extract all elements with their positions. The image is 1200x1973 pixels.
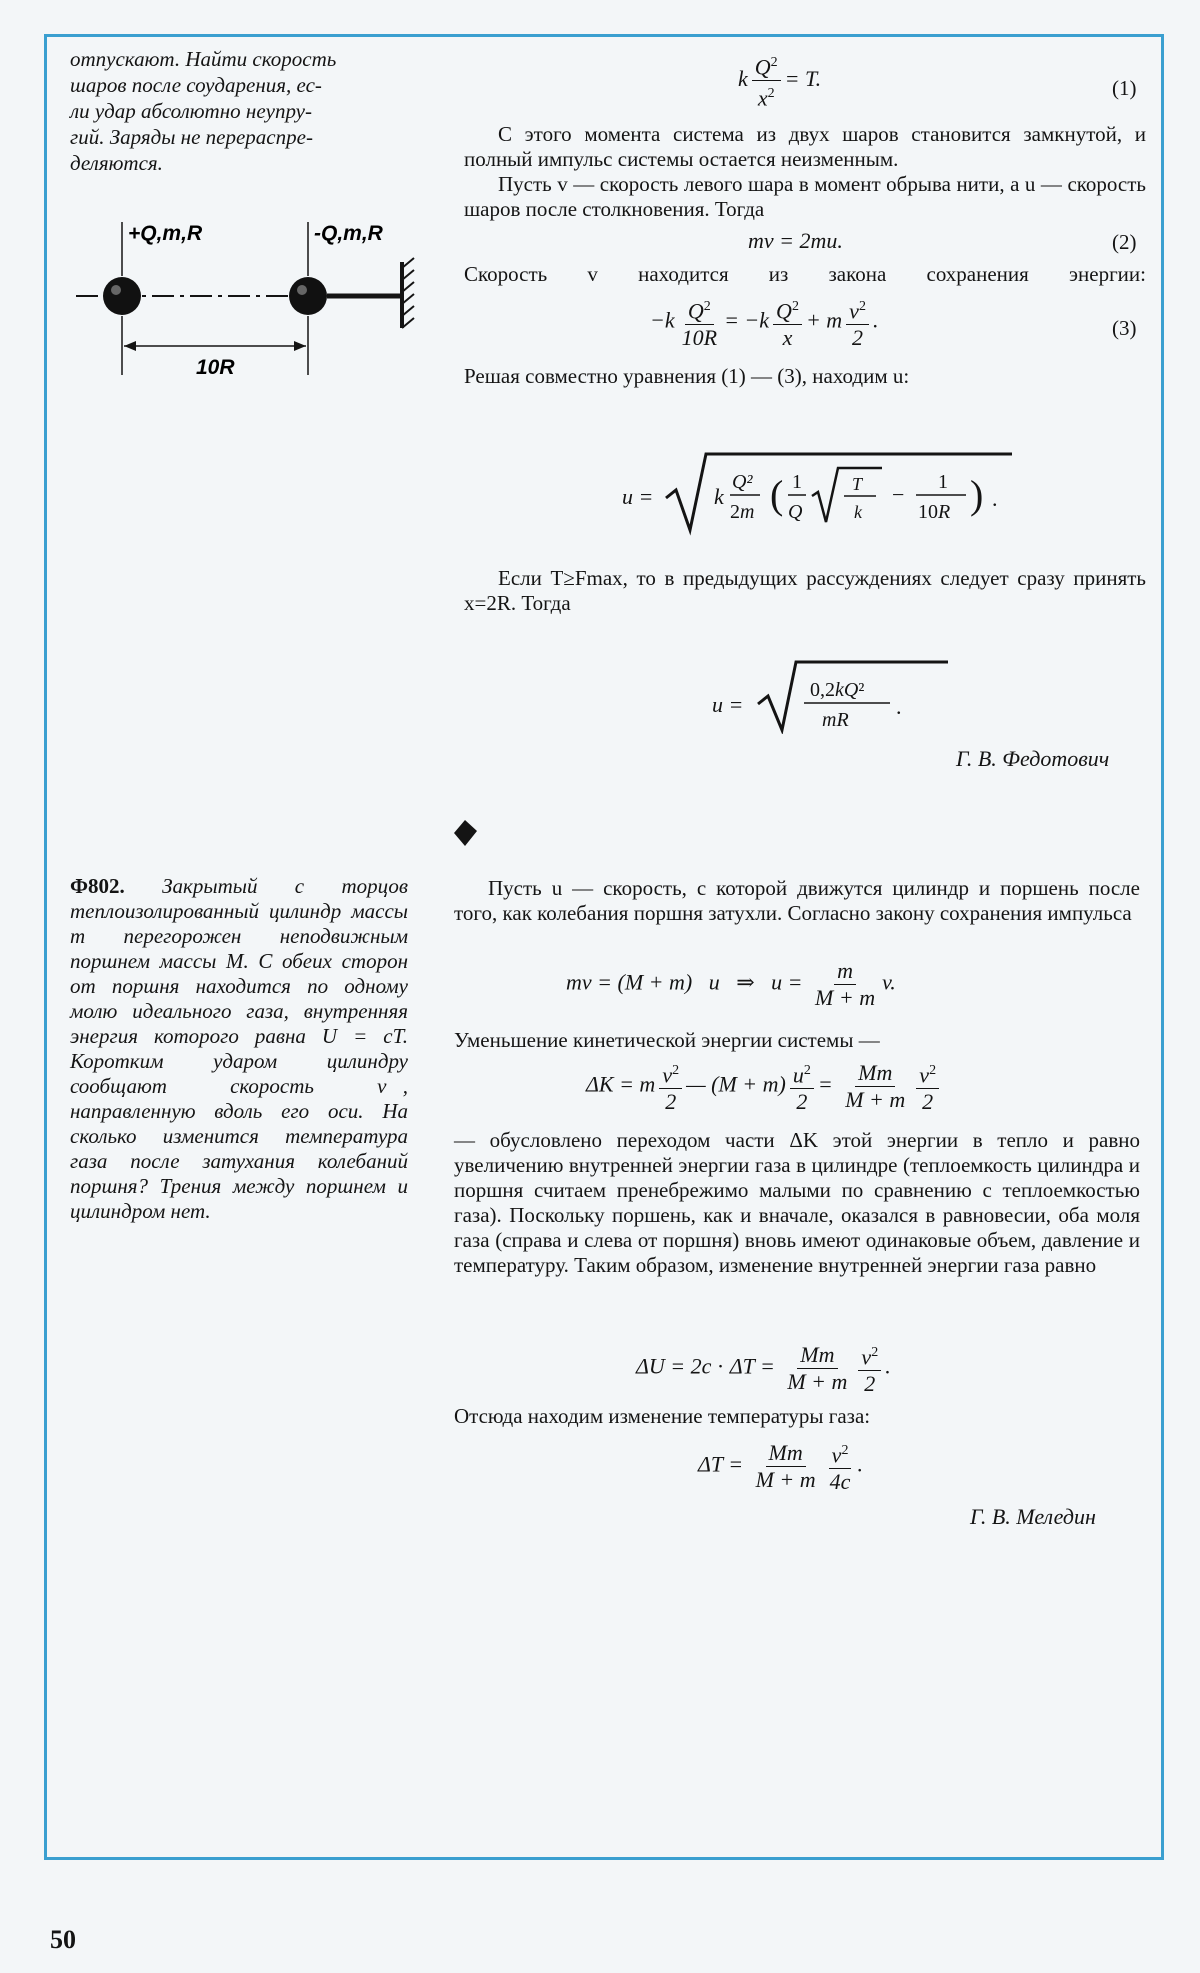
distance-label: 10R — [196, 356, 235, 379]
author-2: Г. В. Меледин — [970, 1504, 1096, 1529]
svg-text:1: 1 — [938, 471, 948, 493]
solution-1-para-5: Если T≥Fmax, то в предыдущих рассуждениях следует сразу принять x=2R. Тогда — [464, 566, 1146, 615]
problem-1-line: деляются. — [70, 151, 163, 175]
problem-1-line: отпускают. Найти скорость — [70, 47, 337, 71]
svg-text:2m: 2m — [730, 501, 755, 523]
page-number: 50 — [50, 1925, 76, 1954]
problem-ф802 — [70, 874, 408, 1224]
equation-u-case2 — [710, 654, 960, 734]
solution-1-para-4: Решая совместно уравнения (1) — (3), находим u: — [464, 364, 910, 388]
equation-2-number: (2) — [1112, 230, 1137, 254]
equation-delta-u: ΔU = 2c · ΔT = $\frac{Mm}{M + m}$ $\frac{v^2}{2}$ . — [636, 1340, 891, 1397]
equation-3: −k $\frac{Q^2}{10R}$ = −k $\frac{Q^2}{x}$ + m $\frac{v^2}{2}$ . — [650, 294, 878, 351]
svg-text:Q²: Q² — [732, 471, 753, 493]
svg-text:mR: mR — [822, 709, 849, 731]
solution-1-para-2: Пусть v — скорость левого шара в момент обрыва нити, а u — скорость шаров после столкновения. Тогда — [464, 172, 1146, 221]
problem-2-number: Ф802. — [70, 874, 125, 898]
svg-text:0,2kQ²: 0,2kQ² — [810, 679, 865, 701]
svg-text:10R: 10R — [918, 501, 951, 523]
dim-arrow-right — [294, 341, 306, 351]
equation-2: mv = 2mu. — [748, 228, 843, 253]
equation-delta-k: ΔK = m $\frac{v^2}{2}$ — (M + m) $\frac{u^2}{2}$ = $\frac{Mm}{M + m}$ $\frac{v^2}{2}$ — [586, 1058, 943, 1115]
solution-2-para-4: Отсюда находим изменение температуры газа: — [454, 1404, 871, 1428]
problem-1-line: ли удар абсолютно неупру- — [70, 99, 312, 123]
two-balls-diagram — [70, 210, 430, 390]
left-ball-label: +Q,m,R — [128, 222, 203, 245]
svg-text:.: . — [992, 486, 998, 511]
diamond-separator-icon — [450, 818, 480, 848]
solution-1-para-3: Скорость v находится из закона сохранения энергии: — [464, 262, 1146, 286]
solution-2-para-2: Уменьшение кинетической энергии системы — — [454, 1028, 880, 1052]
svg-text:T: T — [852, 474, 863, 494]
svg-text:u =: u = — [712, 692, 744, 717]
equation-1-number: (1) — [1112, 76, 1137, 100]
svg-text:k: k — [854, 502, 862, 522]
problem-1-ending — [70, 46, 408, 176]
solution-1-para-1: С этого момента система из двух шаров становится замкнутой, и полный импульс системы остается неизменным. — [464, 122, 1146, 171]
svg-text:): ) — [970, 472, 984, 517]
solution-2-para-3: — обусловлено переходом части ΔK этой энергии в тепло и равно увеличению внутренней энергии газа в цилиндре (теплоемкость цилиндра и поршня считаем пренебрежимо малыми по сравнению с теплоемкостью газа). Поскольку поршень, как и вначале, оказался в равновесии, оба моля газа (справа и слева от поршня) вновь имеют одинаковые объем, давление и температуру. Таким образом, изменение внутренней энергии газа равно — [454, 1128, 1140, 1277]
svg-text:1: 1 — [792, 471, 802, 493]
right-ball-highlight — [297, 285, 307, 295]
right-ball-label: -Q,m,R — [314, 222, 383, 245]
dim-arrow-left — [124, 341, 136, 351]
svg-text:.: . — [896, 694, 902, 719]
equation-1: k $\frac{Q^2}{x^2}$ = T. — [738, 50, 821, 112]
equation-delta-t: ΔT = $\frac{Mm}{M + m}$ $\frac{v^2}{4c}$ . — [698, 1438, 863, 1495]
svg-text:k: k — [714, 484, 724, 509]
svg-text:u =: u = — [622, 484, 654, 509]
svg-text:(: ( — [770, 472, 784, 517]
right-ball — [289, 277, 327, 315]
problem-1-line: шаров после соударения, ес- — [70, 73, 322, 97]
left-ball-highlight — [111, 285, 121, 295]
author-1: Г. В. Федотович — [956, 746, 1110, 771]
solution-2-para-1: Пусть u — скорость, с которой движутся цилиндр и поршень после того, как колебания поршня затухли. Согласно закону сохранения импульса — [454, 876, 1140, 925]
problem-2-text: Закрытый с торцов теплоизолированный цилиндр массы m перегорожен неподвижным поршнем массы M. С обеих сторон от поршня находится по одному молю идеального газа, внутренняя энергия которого равна U = cT. Коротким ударом цилиндру сообщают скорость v⃗, направленную вдоль его оси. На сколько изменится температура газа после затухания колебаний поршня? Трения между поршнем и цилиндром нет. — [70, 874, 408, 1223]
svg-text:−: − — [892, 482, 905, 507]
equation-3-number: (3) — [1112, 316, 1137, 340]
equation-momentum: mv = (M + m) u ⇒ u = $\frac{m}{M + m}$ v. — [566, 958, 896, 1010]
svg-text:Q: Q — [788, 501, 803, 523]
problem-1-line: гий. Заряды не перераспре- — [70, 125, 313, 149]
equation-u-sqrt — [620, 446, 1020, 536]
left-ball — [103, 277, 141, 315]
